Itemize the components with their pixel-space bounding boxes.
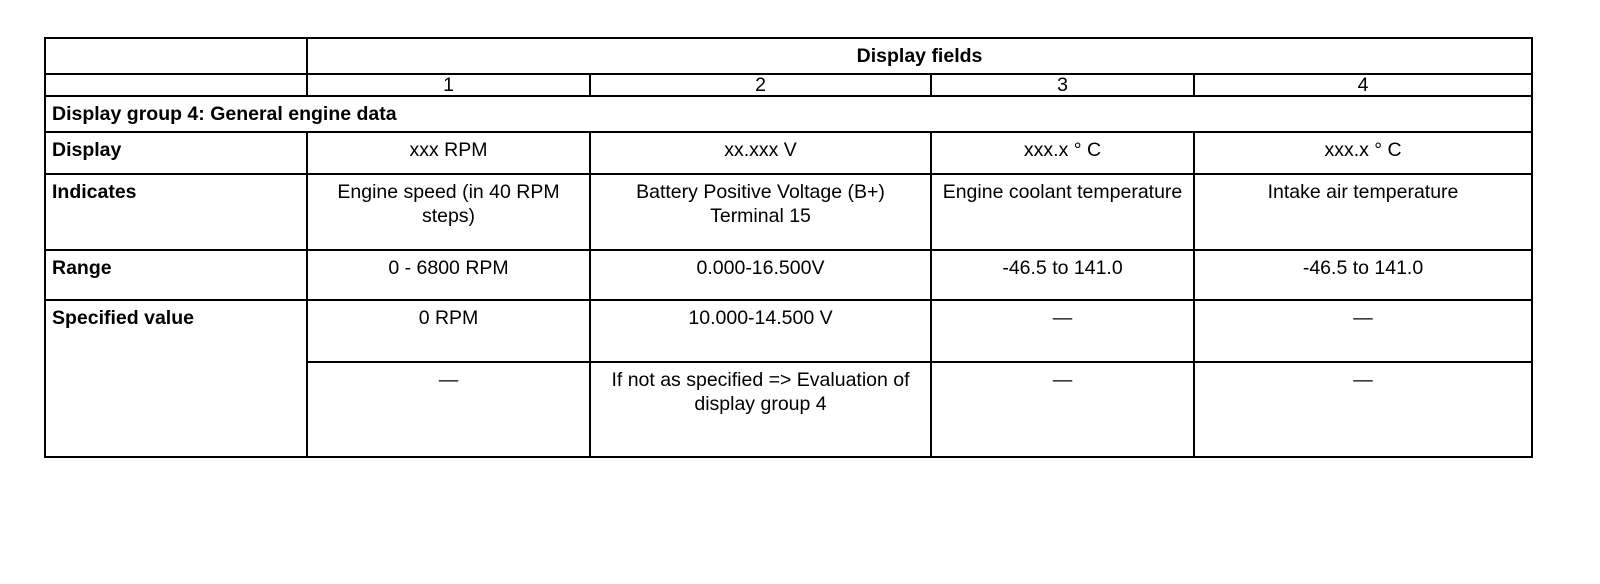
- row-label-display: Display: [45, 132, 307, 174]
- table-row: [45, 300, 1532, 362]
- cell-specified-2: 10.000-14.500 V: [590, 300, 931, 362]
- cell-indicates-2: Battery Positive Voltage (B+) Terminal 15: [590, 174, 931, 250]
- display-group-table: [44, 37, 1533, 458]
- display-fields-heading: Display fields: [307, 38, 1532, 74]
- table-row: [45, 174, 1532, 250]
- row-label-indicates: Indicates: [45, 174, 307, 250]
- corner-cell: [45, 38, 307, 74]
- cell-range-1: 0 - 6800 RPM: [307, 250, 590, 300]
- row-label-range: Range: [45, 250, 307, 300]
- field-number-2: 2: [590, 74, 931, 96]
- cell-followup-3: —: [931, 362, 1194, 457]
- table-row: [45, 132, 1532, 174]
- cell-followup-4: —: [1194, 362, 1532, 457]
- group-title: Display group 4: General engine data: [45, 96, 1532, 132]
- cell-indicates-1: Engine speed (in 40 RPM steps): [307, 174, 590, 250]
- cell-followup-1: —: [307, 362, 590, 457]
- table-row: [45, 250, 1532, 300]
- cell-range-2: 0.000-16.500V: [590, 250, 931, 300]
- corner-cell-lower: [45, 74, 307, 96]
- cell-display-3: xxx.x ° C: [931, 132, 1194, 174]
- cell-range-3: -46.5 to 141.0: [931, 250, 1194, 300]
- cell-range-4: -46.5 to 141.0: [1194, 250, 1532, 300]
- header-row: [45, 38, 1532, 74]
- cell-specified-3: —: [931, 300, 1194, 362]
- cell-display-2: xx.xxx V: [590, 132, 931, 174]
- cell-followup-2: If not as specified => Evaluation of display group 4: [590, 362, 931, 457]
- field-number-3: 3: [931, 74, 1194, 96]
- cell-indicates-3: Engine coolant temperature: [931, 174, 1194, 250]
- cell-specified-4: —: [1194, 300, 1532, 362]
- group-title-row: [45, 96, 1532, 132]
- cell-indicates-4: Intake air temperature: [1194, 174, 1532, 250]
- field-number-row: [45, 74, 1532, 96]
- field-number-4: 4: [1194, 74, 1532, 96]
- row-label-specified-value: Specified value: [45, 300, 307, 457]
- field-number-1: 1: [307, 74, 590, 96]
- cell-display-4: xxx.x ° C: [1194, 132, 1532, 174]
- cell-specified-1: 0 RPM: [307, 300, 590, 362]
- cell-display-1: xxx RPM: [307, 132, 590, 174]
